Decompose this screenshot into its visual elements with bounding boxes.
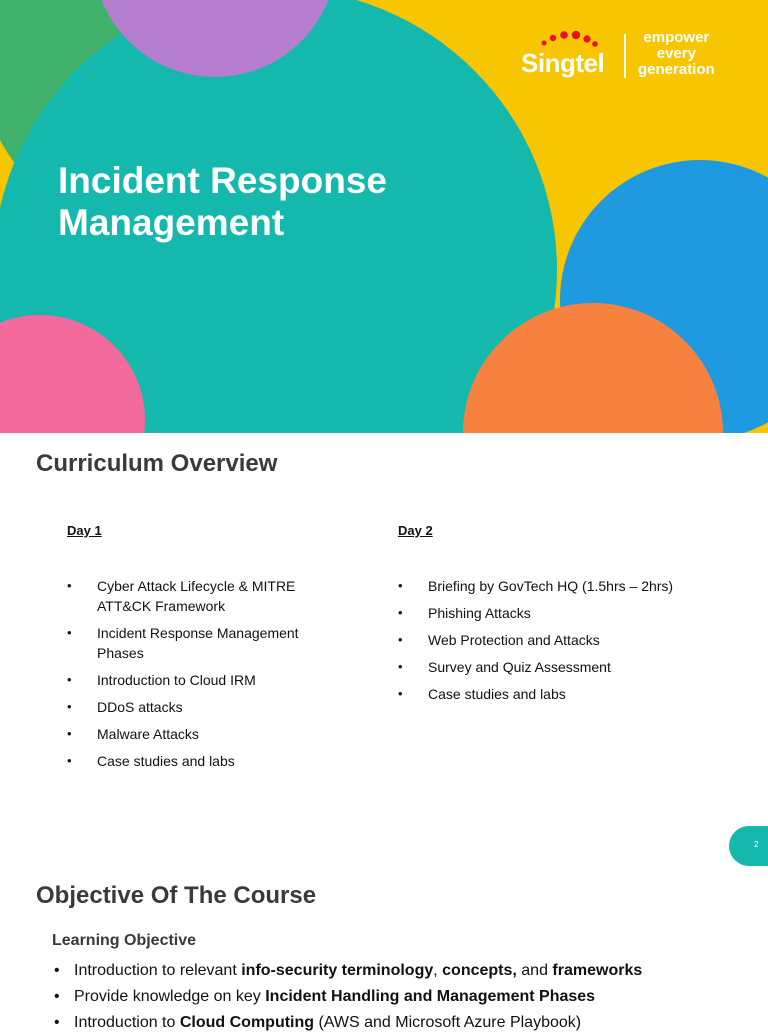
day1-heading: Day 1 <box>67 523 102 538</box>
logo-dots-icon <box>536 30 616 48</box>
item-bold-text: frameworks <box>552 962 643 979</box>
logo-divider <box>624 34 626 78</box>
list-item <box>52 1010 752 1036</box>
item-text: Introduction to relevant <box>74 962 242 979</box>
list-item: • DDoS attacks <box>67 697 337 717</box>
list-item: • Web Protection and Attacks <box>398 630 698 650</box>
list-item: • Case studies and labs <box>67 751 337 771</box>
day2-list <box>398 576 698 711</box>
list-item <box>52 958 752 984</box>
item-text: (AWS and Microsoft Azure Playbook) <box>314 1014 582 1031</box>
list-item: • Survey and Quiz Assessment <box>398 657 698 677</box>
list-item: • Case studies and labs <box>398 684 698 704</box>
day1-column <box>67 523 397 769</box>
tagline-line: generation <box>638 61 715 78</box>
cover-slide <box>0 0 768 433</box>
objective-list <box>52 958 752 1036</box>
list-item: • Briefing by GovTech HQ (1.5hrs – 2hrs) <box>398 576 698 596</box>
item-text: Introduction to <box>74 1014 180 1031</box>
learning-objective-heading: Learning Objective <box>52 932 197 949</box>
item-bold-text: concepts, <box>442 962 517 979</box>
curriculum-title: Curriculum Overview <box>36 450 278 477</box>
list-item <box>52 984 752 1010</box>
day1-list <box>67 576 367 778</box>
tagline <box>638 30 715 78</box>
tagline-line: empower <box>643 29 710 46</box>
objective-title: Objective Of The Course <box>36 882 317 909</box>
cover-title-line: Management <box>58 202 285 243</box>
item-bold-text: Incident Handling and Management Phases <box>265 988 596 1005</box>
tagline-line: every <box>656 45 696 62</box>
list-item: • Introduction to Cloud IRM <box>67 670 337 690</box>
cover-title-line: Incident Response <box>58 160 387 201</box>
list-item: • Incident Response Management Phases <box>67 623 337 663</box>
list-item: • Cyber Attack Lifecycle & MITRE ATT&CK Framework <box>67 576 337 616</box>
singtel-logo <box>518 30 748 82</box>
item-text: Provide knowledge on key <box>74 988 266 1005</box>
list-item: • Malware Attacks <box>67 724 337 744</box>
day2-column <box>398 523 728 702</box>
item-text: , <box>433 962 443 979</box>
page-number: 2 <box>754 840 759 849</box>
item-bold-text: Cloud Computing <box>179 1014 315 1031</box>
item-text: and <box>516 962 553 979</box>
list-item: • Phishing Attacks <box>398 603 698 623</box>
cover-title <box>58 160 528 244</box>
item-bold-text: info-security terminology <box>241 962 434 979</box>
page-number-tab <box>729 826 768 866</box>
brand-name: Singtel <box>521 48 605 78</box>
day2-heading: Day 2 <box>398 523 433 538</box>
